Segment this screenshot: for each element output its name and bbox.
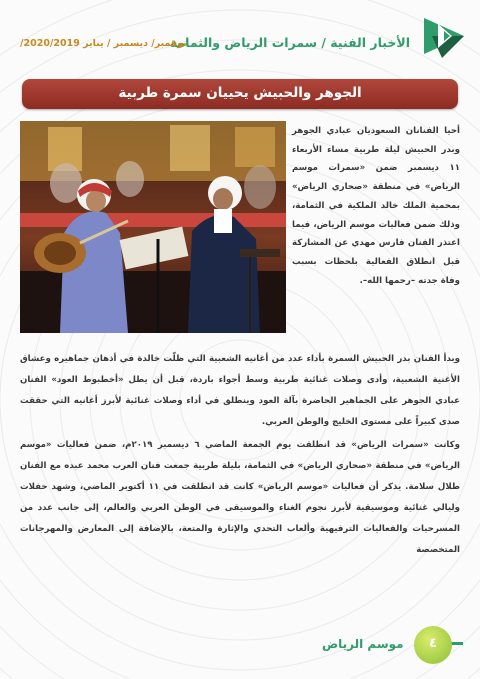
article-paragraph-2: وبدأ الفنان بدر الحبيش السمرة بأداء عدد من أغانيه الشعبية التي ظلّت خالدة في أذهان جماهيره وعشاق الأغنية الشعبية، وأدى وصلات غنائية طربية وسط أجواء باردة، قبل أن يطل «أخطبوط العود» الفنان عبادي الجوهر على الجماهير الحاضرة بآلة العود وينطلق في أداء وصلات غنائية لأبرز أغانيه التي حققت صدى كبيراً على مستوى الخليج والوطن العربي. <box>20 354 460 427</box>
page-number: ٤ <box>429 636 437 651</box>
article-paragraph-1: أحيا الفنانان السعوديان عبادي الجوهر وبدر الحبيش ليلة طربية مساء الأربعاء ١١ ديسمبر ضمن «سمرات موسم الرياض» في منطقة «صحاري الرياض» بمحمية الملك خالد الملكية في الثمامة، وذلك ضمن فعاليات موسم الرياض، فيما اعتذر الفنان فارس مهدي عن المشاركة قبل انطلاق الفعالية بلحظات بسبب وفاة جدته –رحمها الله–. <box>292 126 460 286</box>
article-paragraph-3: وكانت «سمرات الرياض» قد انطلقت يوم الجمعة الماضي ٦ ديسمبر ٢٠١٩م، ضمن فعاليات «موسم الرياض» في منطقة «صحاري الرياض» في الثمامة، بليلة طربية جمعت فنان العرب محمد عبده مع الفنان طلال سلامة. يذكر أن فعاليات «موسم الرياض» كانت قد انطلقت في ١١ أكتوبر الماضي، وشهد حفلات وليالي غنائية وموسيقية لأبرز نجوم الغناء والموسيقى في الوطن العربي والعالم، إلى جانب عدد من المسرحيات والفعاليات الترفيهية وألعاب التحدي والإثارة والمتعة، بالإضافة إلى المعارض والمهرجانات المتخصصة <box>20 440 460 555</box>
footer-brand: موسم الرياض <box>322 637 404 651</box>
issue-date: نوفمبر/ ديسمبر / يناير 2020/2019/ <box>20 38 187 49</box>
page-number-badge <box>414 626 452 664</box>
article-headline: الجوهر والحبيش يحييان سمرة طربية <box>118 85 362 101</box>
logo-icon <box>418 14 470 60</box>
concert-photo <box>20 121 286 333</box>
section-title: الأخبار الفنية / سمرات الرياض والثمامة <box>169 35 410 50</box>
headline-banner <box>22 79 458 109</box>
page-header <box>0 0 480 70</box>
